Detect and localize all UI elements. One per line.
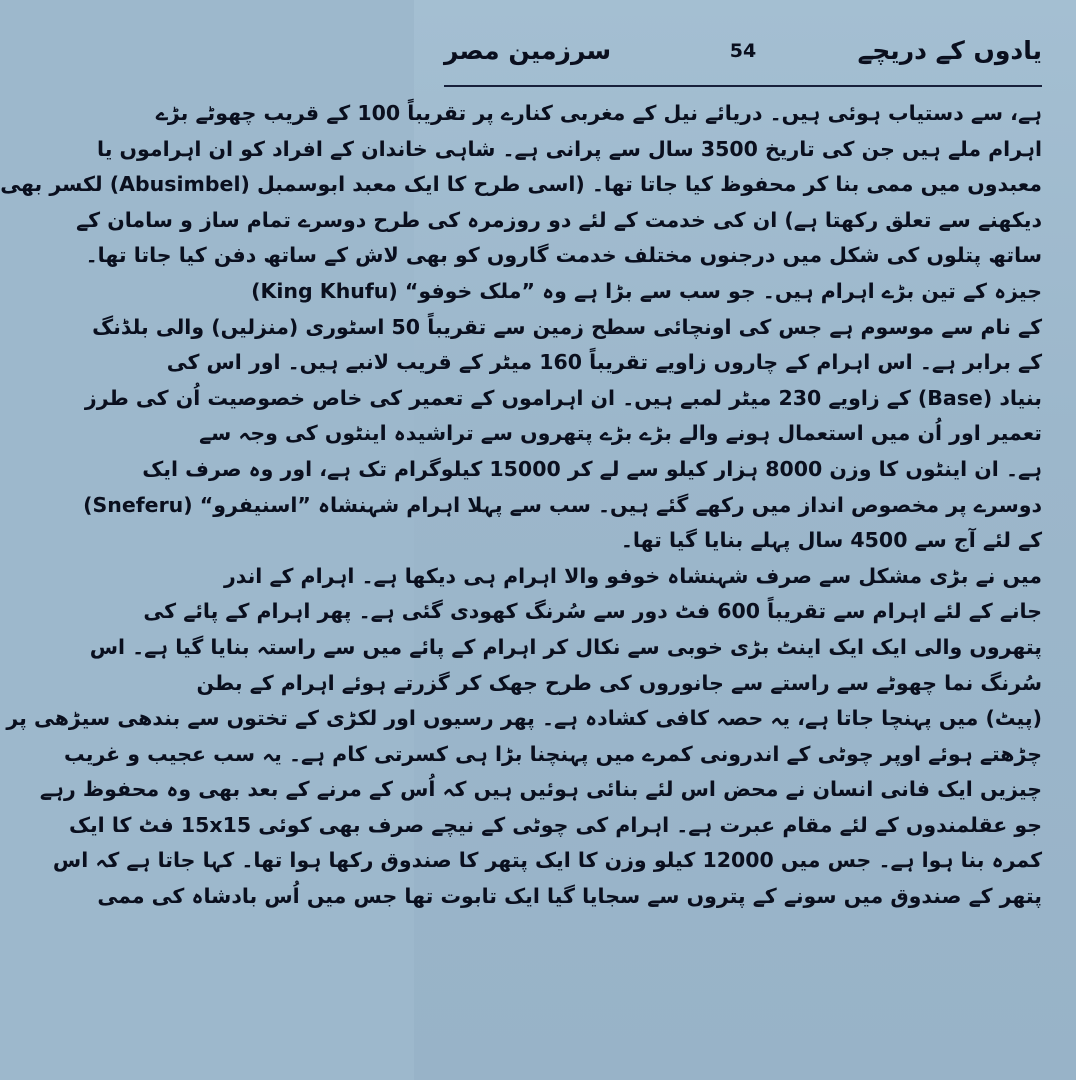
text-line: کمرہ بنا ہوا ہے۔ جس میں 12000 کیلو وزن کا ایک پتھر کا صندوق رکھا ہوا تھا۔ کہا جاتا ہے کہ اس: [52, 848, 1042, 873]
running-title: یادوں کے دریچے: [857, 36, 1042, 65]
text-line: کے برابر ہے۔ اس اہرام کے چاروں زاویے تقریباً 160 میٹر کے قریب لانبے ہیں۔ اور اس کی: [166, 350, 1042, 375]
text-line: بنیاد (Base) کے زاویے 230 میٹر لمبے ہیں۔ ان اہراموں کے تعمیر کی خاص خصوصیت اُن کی طرز: [84, 385, 1042, 410]
text-line: اہرام ملے ہیں جن کی تاریخ 3500 سال سے پرانی ہے۔ شاہی خاندان کے افراد کو ان اہراموں یا: [97, 136, 1042, 161]
text-line: جانے کے لئے اہرام سے تقریباً 600 فٹ دور سے سُرنگ کھودی گئی ہے۔ پھر اہرام کے پائے کی: [143, 599, 1042, 624]
section-title: سرزمین مصر: [444, 36, 612, 65]
text-line: میں نے بڑی مشکل سے صرف شہنشاہ خوفو والا اہرام ہی دیکھا ہے۔ اہرام کے اندر: [223, 563, 1042, 588]
text-line: معبدوں میں ممی بنا کر محفوظ کیا جاتا تھا۔ (اسی طرح کا ایک معبد ابوسمبل (Abusimbel) لکسر بھی: [0, 172, 1042, 197]
text-line: دیکھنے سے تعلق رکھتا ہے) ان کی خدمت کے لئے دو روزمرہ کی طرح دوسرے تمام ساز و سامان کے: [76, 207, 1042, 232]
text-line: تعمیر اور اُن میں استعمال ہونے والے بڑے بڑے پتھروں سے تراشیدہ اینٹوں کی وجہ سے: [199, 421, 1042, 446]
text-line: ہے، سے دستیاب ہوئی ہیں۔ دریائے نیل کے مغربی کنارے پر تقریباً 100 کے قریب چھوٹے بڑے: [155, 101, 1042, 125]
text-line: جیزہ کے تین بڑے اہرام ہیں۔ جو سب سے بڑا ہے وہ ”ملک خوفو“ (King Khufu): [251, 278, 1042, 303]
text-line: جو عقلمندوں کے لئے مقام عبرت ہے۔ اہرام کی چوٹی کے نیچے صرف بھی کوئی 15x15 فٹ کا ایک: [68, 812, 1042, 837]
page-header: [444, 30, 1042, 80]
text-line: دوسرے پر مخصوص انداز میں رکھے گئے ہیں۔ سب سے پہلا اہرام شہنشاہ ”اسنیفرو“ (Sneferu): [83, 492, 1042, 517]
text-line: کے لئے آج سے 4500 سال پہلے بنایا گیا تھا۔: [620, 528, 1042, 553]
text-line: پتھر کے صندوق میں سونے کے پتروں سے سجایا گیا ایک تابوت تھا جس میں اُس بادشاہ کی ممی: [97, 884, 1042, 909]
text-line: چیزیں ایک فانی انسان نے محض اس لئے بنائی ہوئیں ہیں کہ اُس کے مرنے کے بعد بھی وہ محفوظ رہے: [39, 777, 1042, 802]
text-line: چڑھتے ہوئے اوپر چوٹی کے اندرونی کمرے میں پہنچنا بڑا ہی کسرتی کام ہے۔ یہ سب عجیب و غریب: [64, 741, 1042, 766]
text-line: ساتھ پتلوں کی شکل میں درجنوں مختلف خدمت گاروں کو بھی لاش کے ساتھ دفن کیا جاتا تھا۔: [85, 243, 1042, 268]
text-line: پتھروں والی ایک ایک اینٹ بڑی خوبی سے نکال کر اہرام کے پائے میں سے راستہ بنایا گیا ہے۔ اس: [89, 634, 1042, 659]
text-line: (پیٹ) میں پہنچا جاتا ہے، یہ حصہ کافی کشادہ ہے۔ پھر رسیوں اور لکڑی کے تختوں سے بندھی سیڑھی پر: [6, 706, 1042, 731]
page-number: 54: [729, 40, 757, 62]
text-line: سُرنگ نما چھوٹے سے راستے سے جانوروں کی طرح جھک کر گزرتے ہوئے اہرام کے بطن: [196, 670, 1042, 695]
header-rule: [444, 85, 1042, 87]
text-line: کے نام سے موسوم ہے جس کی اونچائی سطح زمین سے تقریباً 50 اسٹوری (منزلیں) والی بلڈنگ: [92, 314, 1042, 339]
text-line: ہے۔ ان اینٹوں کا وزن 8000 ہزار کیلو سے لے کر 15000 کیلوگرام تک ہے، اور وہ صرف ایک: [142, 456, 1042, 481]
body-text: [0, 96, 1042, 915]
